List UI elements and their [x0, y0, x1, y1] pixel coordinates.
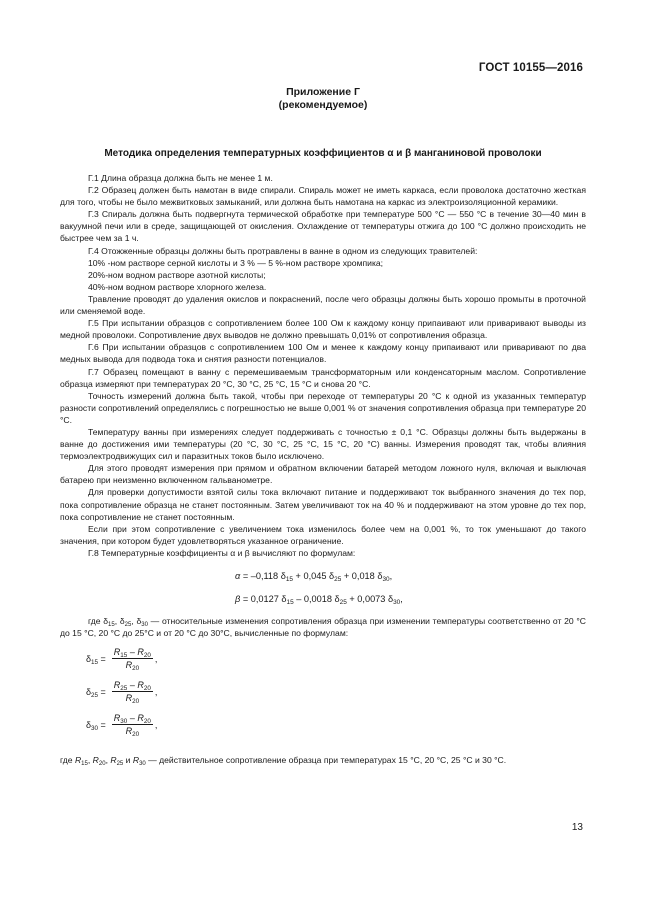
- annex-title: Приложение Г: [286, 86, 360, 98]
- paragraph-g5: Г.5 При испытании образцов с сопротивлением более 100 Ом к каждому концу припаивают или приваривают выводы из медной проволоки. Сопротивление двух выводов не должно превышать 0,01% от сопротивления образца.: [60, 318, 586, 341]
- paragraph-g7: Г.7 Образец помещают в ванну с перемешиваемым трансформаторным или конденсаторным маслом. Сопротивление образца измеряют при температурах 20 °С, 30 °С, 25 °С, 15 °С и снова 20 °С.: [60, 366, 586, 389]
- etchant-item: 40%-ном водном растворе хлорного железа.: [88, 281, 267, 292]
- etchant-item: 20%-ном водном растворе азотной кислоты;: [88, 269, 266, 280]
- formula-delta-30: $\delta_{30}$ = $\frac{R_{30} - R_{20}}{R_{20}}$ ,: [86, 713, 158, 738]
- paragraph-g4: Г.4 Отожженные образцы должны быть протравлены в ванне в одном из следующих травителей:: [88, 245, 478, 256]
- paragraph-g8: Г.8 Температурные коэффициенты α и β вычисляют по формулам:: [88, 547, 356, 558]
- paragraph-current-limit: Если при этом сопротивление с увеличением тока изменилось более чем на 0,001 %, то ток уменьшают до такого значения, при котором будет удовлетворяться указанное ограничение.: [60, 523, 586, 546]
- section-title: Методика определения температурных коэффициентов α и β манганиновой проволоки: [104, 148, 542, 159]
- formula-alpha: α = –0,118 $\delta_{15} + 0,045$ $\delta_{25} + 0,018$ $\delta_{30}$,: [235, 571, 393, 583]
- paragraph-g1: Г.1 Длина образца должна быть не менее 1 м.: [88, 173, 273, 183]
- formula-delta-15: $\delta_{15}$ = $\frac{R_{15} - R_{20}}{R_{20}}$ ,: [86, 647, 158, 672]
- paragraph-accuracy: Точность измерений должна быть такой, чтобы при переходе от температуры 20 °С к одной из указанных температур разности сопротивлений определялись с погрешностью не выше 0,001 % от значения сопротивления образца при температуре 20 °С.: [60, 390, 586, 425]
- paragraph-false-zero: Для этого проводят измерения при прямом и обратном включении батарей методом ложного нуля, включая и выключая батарею при неизменно включенном гальванометре.: [60, 463, 586, 486]
- page-number: 13: [571, 822, 583, 833]
- paragraph-g6: Г.6 При испытании образцов с сопротивлением 100 Ом и менее к каждому концу припаивают или приваривают по два медных вывода для подвода тока и снятия разности потенциалов.: [60, 342, 586, 365]
- paragraph-etching: Травление проводят до удаления окислов и покраснений, после чего образцы должны быть хорошо промыты в проточной или сменяемой воде.: [60, 293, 586, 317]
- formula-delta-25: $\delta_{25}$ = $\frac{R_{25} - R_{20}}{R_{20}}$ ,: [86, 680, 158, 705]
- annex-heading: [0, 86, 646, 112]
- paragraph-bath-temperature: Температуру ванны при измерениях следует поддерживать с точностью ± 0,1 °С. Образцы должны быть выдержаны в ванне до достижения ими температуры (20 °С, 30 °С, 25 °С, 15 °С, 20 °С) ванны. Измерения проводят так, чтобы влияния термоэлектродвижущих сил и паразитных токов было исключено.: [60, 426, 586, 462]
- paragraph-g3: Г.3 Спираль должна быть подвергнута термической обработке при температуре 500 °С — 550 °С в течение 30—40 мин в вакуумной печи или в среде, защищающей от окисления. Охлаждение от температуры отжига до 100 °С должно происходить не быстрее чем за 1 ч.: [60, 209, 586, 244]
- where-resistance-explanation: где $R_{15}$, $R_{20}$, $R_{25}$ и $R_{30}$ — действительное сопротивление образца при температурах 15 °С, 20 °С, 25 °С и 30 °С.: [60, 755, 507, 767]
- paragraph-g2: Г.2 Образец должен быть намотан в виде спирали. Спираль может не иметь каркаса, если проволока достаточно жесткая для того, чтобы не было межвитковых замыканий, или должна быть намотана на каркас из электроизоляционной керамики.: [60, 185, 586, 208]
- document-id: ГОСТ 10155—2016: [478, 62, 583, 74]
- body-text: [60, 172, 586, 559]
- etchant-item: 10% -ном растворе серной кислоты и 3 % — 5 %-ном растворе хромпика;: [88, 257, 384, 268]
- where-deltas-explanation: где $\delta_{15}$, $\delta_{25}$, $\delta_{30}$ — относительные изменения сопротивления образца при изменении температуры соответственно от 20 °С до 15 °С, 20 °С до 25°С и от 20 °С до 30°С, вычисленные по формулам:: [60, 616, 587, 639]
- paragraph-current-check: Для проверки допустимости взятой силы тока включают питание и поддерживают ток выбранного значения до тех пор, пока сопротивление образца не станет постоянным. Затем увеличивают ток на 40 % и поддерживают на этом уровне до тех пор, пока сопротивление не станет постоянным.: [60, 487, 586, 522]
- annex-subtitle: (рекомендуемое): [278, 99, 368, 111]
- formula-beta: β = 0,0127 $\delta_{15} - 0,0018$ $\delta_{25} + 0,0073$ $\delta_{30}$,: [235, 594, 403, 606]
